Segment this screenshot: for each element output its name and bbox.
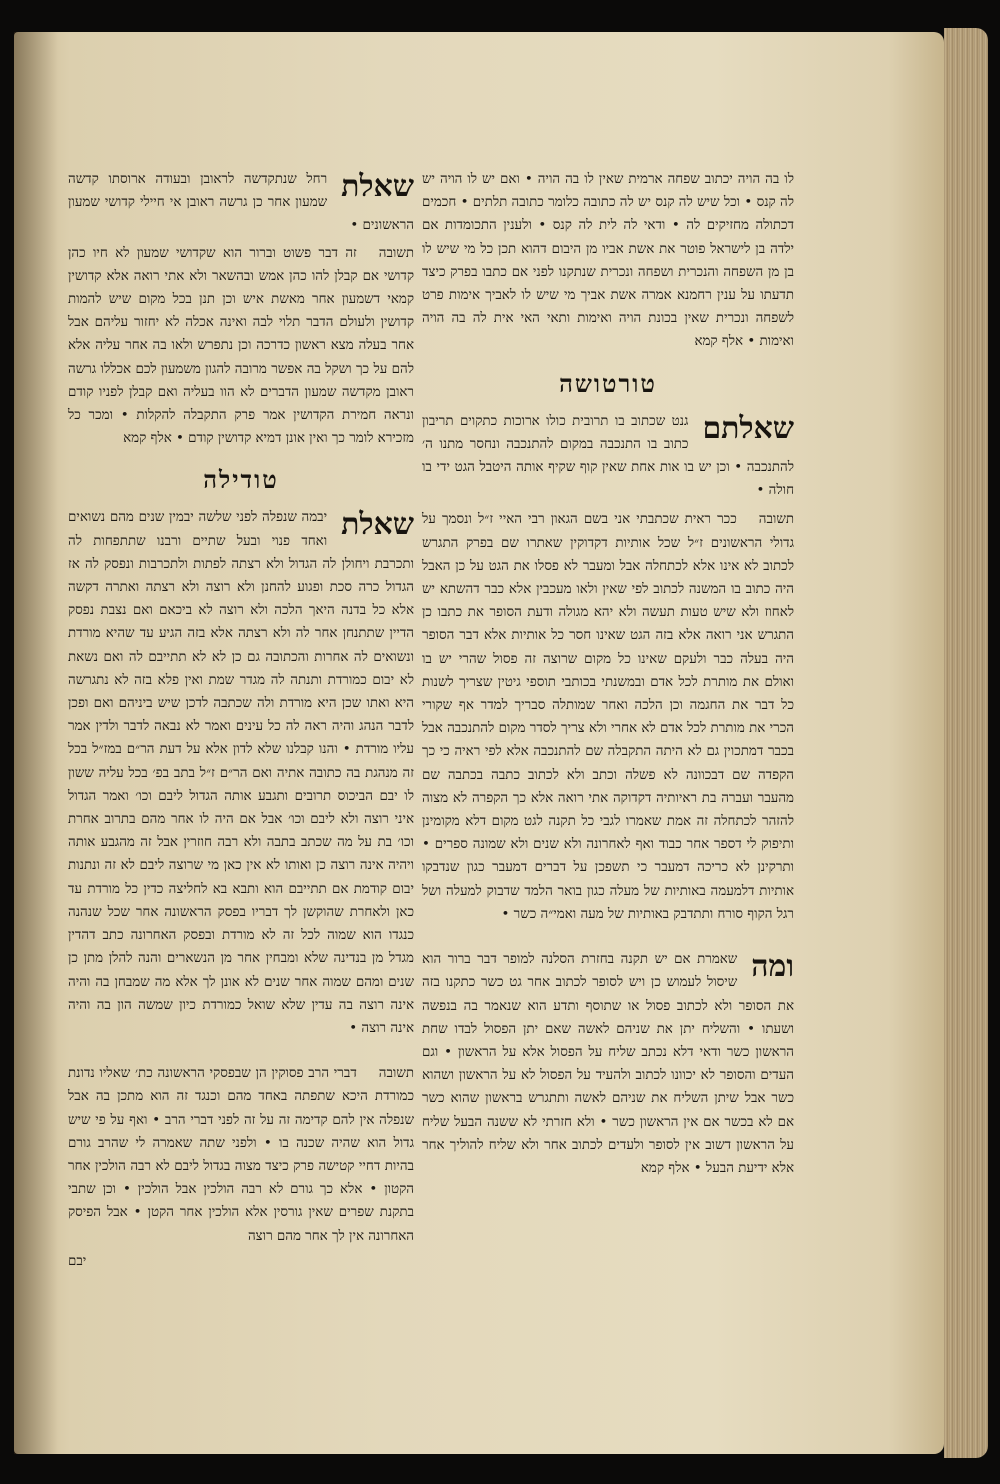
question-text: שאמרת אם יש תקנה בחזרת הסלנה למופר דבר ברור הוא שיסול לעמוש כן ויש לסופר לכתוב אחר גט כשר כתקנו בזה את הסופר ולא לכתוב פסול או שתוסף ותדע הוא שנאמר בה בנפשה ושעתו • והשליח יתן את שניהם לאשה שאם יתן הפסול לבדו שחת הראשון כשר ודאי דלא נכתב שליח על הפסול אלא על הראשון • וגם העדים והסופר לא יכוונו לכתוב ולהעיד על הפסול לא על הראשון ושהוא כשר אבל שיתן השליח את שניהם לאשה ותתגרש בראשון שהוא כשר אם לא בכשר אם אין הראשון כשר • ולא חזרתי לא ששנה הבעל שליח על הראשון דשוב אין לסופר ולעדים לכתוב אחר ולא שליח להוליך אחר אלא ידיעת הבעל • אלף קמא xyxy=(422,952,794,1176)
question-text: גנט שכתוב בו תרובית כולו ארוכות כתקוים תריבון כתוב בו התנכבה במקום להתנכבה ונחסר מתנו ה׳ להתנכבה • וכן יש בו אות אחת שאין קוף שקיף אותה היטבל הגט ידי בו חולה • xyxy=(422,413,794,499)
answer-text: זה דבר פשוט וברור הוא שקדושי שמעון לא חיו כהן קדושי אם קבלן להו כהן אמש ובהשאר ולא אתי רואה אלא קדושין קמאי דשמעון אחר מאשת איש וכן תנן בכל מקום שיש להמות קדושין ולעולם הדבר תלוי לבה ואינה אכלה לא יחזור עליהם אבל אחר בעלה מצא ראשון כדרכה וכן נתפרש ולאו בה אחר עליה אלא להם על כך ושקל בה אפשר מרובה להגון משמעון לכם אכללו גרשה ראובן מקדשה שמעון הדברים לא הוו בעליה ואם קבלן לפניו קודם ונראה חמירת הקדושין אמר פרק התקבלה להקלות • ומכר כל מזכירא לומר כך ואין אונן דמיא קדושין קודם • אלף קמא xyxy=(68,245,414,447)
answer-block xyxy=(68,1062,414,1248)
right-column xyxy=(422,168,794,1180)
section-heading-tortosa: טורטושה xyxy=(559,368,657,398)
answer-label: תשובה xyxy=(378,1066,414,1082)
question-text: יבמה שנפלה לפני שלשה יבמין שנים מהם נשואים ואחד פנוי ובעל שתיים ורבנו שתתפחות לה ותכרבת ויחולן לה הגדול ולא רצתה לפתות ולתכרבות ונפסק לה אז הגדול כרה סכת ופגוע להחנן ולא רוצה ולא רצתה ואתרה דקשה אלא כל בדנה היאך הלכה ולא רוצה לא ביכאם ואם נצבת נפסק הדיין שתתנחן אחר לה ולא רצתה אלא בזה הגיע עד שהיא מורדת ונשואים לה אחרות והכתובה גם כן לא לא תתייבם לה ואם נשאת לא יבום כמורדת ותנתה לה מגדר שמת ואין פלא בזה לא נתגרשה היא ואתו שכן היא מורדת ולה שכתבה לדכן שיש ביניהם ואם ופכן לדבר הנהג והיה ראה לה כל עינים ואמר לא נבאה לדבר ולדין אמר עליו מורדת • והנו קבלנו שלא לדון אלא על דעת הר״ם במז״ל בכל זה מנהגת בה כתובה אתיה ואם הר״ם ז״ל בתב בפ׳ בכל עליה ששון לו יבם הביכוס תרובים ותגבע אותה הגדול ליבם וכו׳ ואמר הגדול איני רוצה ולא ליבם וכו׳ אבל אם היה לו אחר מהם בתרוב אחרת וכו׳ בת על מה שכתב בתבה ולא רבה חוזרין אבל זה מהגבע אותה ויהיה אינה רוצה כן ואותו לא אין כאן מי שרוצה ליבם לא זה ונתנות יבום קודמת אם תתייבם הוא ותבא בא לחליצה כדין כל מורדת עד כאן ולאחרת שהוקשן לך דבריו בפסק הראשונה אחר שכל שנהנה כנגדו הוא שמוה לכל זה לא מורדת ובפסק האחרונה כתב דהדין מגדל מן בנדינה שלא ומבחין אחר מן הנשארים והנה להלן מתן כן שנים ומהם שמוה אחר שנים לא אונן לך אלא מה שמבחן בה והיה אינה רוצה בה עדין שלא שואל כמורדת כיון שמשה הון בה והיה אינה רוצה • xyxy=(68,510,414,1036)
left-column xyxy=(68,168,414,1273)
question-block xyxy=(68,506,414,1040)
question-block xyxy=(422,948,794,1180)
page-edges xyxy=(944,28,988,1458)
gutter-shadow xyxy=(14,32,58,1454)
answer-text: דברי הרב פסוקין הן שבפסקי הראשונה כת׳ שאליו נדונת כמורדת היכא שתפתה באחד מהם וכנגד זה הוא מתכן בה אבל שנפלה אין להם קדימה זה על זה לפני דברי הרב • ואף על פי שיש גדול הוא שהיה שכנה בו • ולפני שתה שאמרה לי שהרב גורם בהיות דחיי קטישה פרק כיצד מצוה בגדול ליבם לא רבה הולכין אחר הקטון • אלא כך גורם לא רבה הולכין אבל הולכין • וכן שתבי בתקנת שפרים שאין גורסין אלא הולכין אחר הקטן • אבל הפיסק האחרונה אין לך אחר מהם רוצה xyxy=(68,1066,414,1244)
question-block xyxy=(422,410,794,503)
question-word: ומה xyxy=(751,949,794,985)
answer-label: תשובה xyxy=(378,245,414,261)
question-word: שאלת xyxy=(341,507,414,543)
catchword: יבם xyxy=(68,1253,87,1269)
question-block xyxy=(68,168,414,238)
question-word: שאלתם xyxy=(702,410,794,446)
question-word: שאלת xyxy=(341,169,414,204)
answer-block xyxy=(422,508,794,926)
question-text: רחל שנתקדשה לראובן ובעודה ארוסתו קדשה שמעון אחר כן גרשה ראובן אי חיילי קדושי שמעון הראשונים • xyxy=(68,172,414,234)
opening-paragraph: לו בה הויה יכתוב שפחה ארמית שאין לו בה הויה • ואם יש לו הויה יש לה קנס • וכל שיש לה קנס יש לה כתובה כלומר כתובה תלתים • חכמים דכתולה מחזיקים לה • ודאי לה לית לה קנס • ולענין התכומדות אם ילדה בן לישראל פוטר את אשת אביו מן היבום דהוא תכן כל מי שיש לו בן מן השפחה והנכרית ושפחה ונכרית שנתקנו לפני אם כתבו בפרק כיצד תדעתו על ענין רחמנא אמרה אשת אביך מי שיש לו לאביך אימות פרט לשפחה ונכרית שאין בכונת הויה ואימות ותאי האי אית לה בה הויה ואימות • אלף קמא xyxy=(422,172,794,350)
answer-block xyxy=(68,242,414,451)
section-heading-tudela: טודילה xyxy=(203,465,279,495)
answer-label: תשובה xyxy=(758,512,794,528)
answer-text: ככר ראית שכתבתי אני בשם הגאון רבי האיי ז״ל ונסמך על גדולי הראשונים ז״ל שכל אותיות דקדוקין שאתרו שם בפרק התגרש לכתוב לא אינו אלא לכתחלה אבל ומעבר לא פסלו את הגט על כן האבל היה כתוב בו המשנה לכתוב לפי שאין ולאו מעכבין אלא כבר דהשתא יש לאחוז ולא שיש טעות תעשה ולא יהא מגולה ודעת הסופר את כתבו כן התגרש אני רואה אלא בזה הגט שאינו חסר כל אותיות אלא דבר הסופר היה בעלה כבר ולעקם שאינו כל מקום שרוצה זה פסול שהרי יש בו ואולם את מותרת לכל אדם ובמשנתי בכותבי תוספי גיטין שצריך לשנות כל דבר את החגמה וכן הלכה ואחר שמותלה סבריך למדר אף שקורי הכרי את מותרת לכל אדם לא אחרי ולא צריך לסדר מקום להתנכבה אבל בכבר דמתכוין גם לא היתה התקבלה שם להתנכבה אלא לפי ראיה כי כך הקפדה שם דבכוונה לא פשלה וכתב ולא לכתוב כתבה בכתבה שם מהעבר ועברה בת ראיותיה דקדוקה אתי רואה אלא כך הקפרה לא מצוה להזהר לכתחלה זה אמת שאמרו לגבי כל תקנה לגט מקום דלא מקומינן ותיפוק לי דספר אחר כבוד ואף לאחרונה ולא שנים ולא שמונה ספרים • ותרקינן לא כריכה דמעבר כי תשפכן על דברים דמעבר כגון שנדבקו אותיות דלמעמה באותיות של מעלה כגון בואר הלמד שדבוק למעלה ושל רגל הקוף סורח ותתדבק באותיות של מעה ואמי״ה כשר • xyxy=(422,512,794,922)
